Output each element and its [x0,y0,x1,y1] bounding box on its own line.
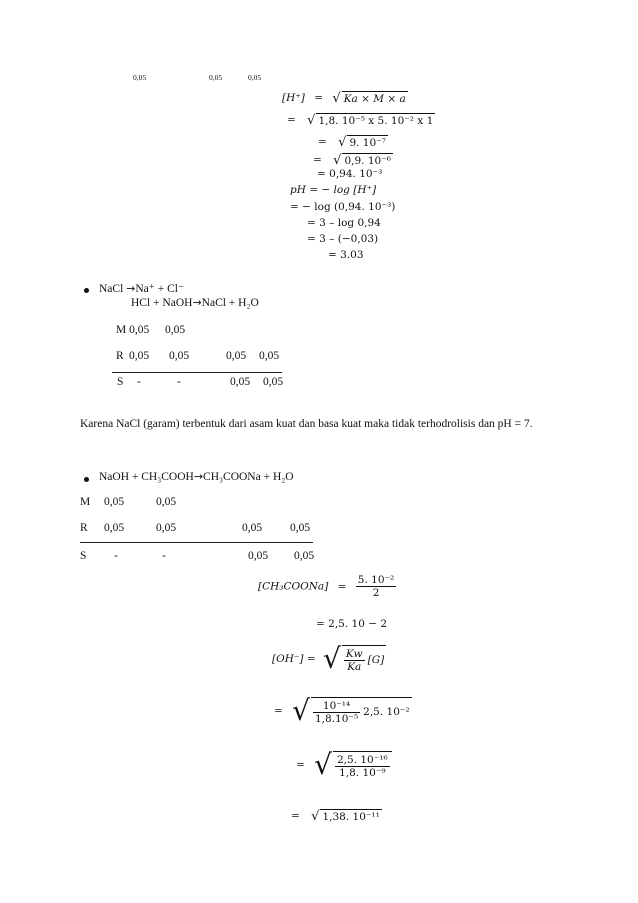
ph-line-4: = 3 – (−0,03) [307,233,379,245]
h-plus-line-5: = 0,94. 10⁻³ [317,168,383,180]
radicand [333,751,392,779]
radicand: 1,38. 10⁻¹¹ [322,811,380,823]
sqrt-expression [322,642,386,675]
equation-product: NaCl + H₂O [201,297,259,309]
ph-line-1: pH = − log [H⁺] [290,184,377,196]
fraction [344,648,365,673]
h-plus-line-3 [318,135,388,149]
table-cell: - [114,550,118,562]
bullet-point [84,477,89,482]
radicand [342,645,386,673]
right-arrow-icon: → [126,282,136,295]
top-number-1: 0,05 [133,73,147,82]
table-cell: R [80,522,88,534]
radical-sign: √ [307,113,316,128]
equals-sign: = [287,114,296,126]
equation-product: CH₃COONa + H₂O [203,471,294,483]
table-cell: 0,05 [226,350,247,362]
table-cell: 0,05 [294,550,315,562]
table-cell: 0,05 [248,550,269,562]
sqrt-expression [314,748,392,781]
radical-sign: √ [292,694,310,727]
ph-line-5: = 3.03 [328,249,364,261]
oh-final-line [291,809,382,823]
table-cell: 0,05 [290,522,311,534]
radicand [311,697,412,725]
fraction-numerator: 2,5. 10⁻¹⁶ [337,753,388,766]
ph-line-3: = 3 – log 0,94 [307,217,381,229]
table-cell: 0,05 [169,350,190,362]
h-plus-line-1 [282,91,408,105]
h-plus-line-2 [287,113,435,127]
radicand: 1,8. 10⁻⁵ x 5. 10⁻² x 1 [318,115,434,127]
radical-sign: √ [314,748,332,781]
naoh-reaction-equation [99,470,294,483]
salt-concentration-line [258,574,396,599]
equals-sign: = [291,810,300,822]
equation-product: Na⁺ + Cl⁻ [135,283,185,295]
radicand: 9. 10⁻⁷ [349,137,386,149]
table-cell: 0,05 [104,522,125,534]
table-cell: 0,05 [165,324,186,336]
radicand-tail: [G] [367,654,385,666]
table-cell: 0,05 [156,522,177,534]
equals-sign: = [314,92,324,104]
h-plus-symbol: [H⁺] [282,92,305,104]
radical-sign: √ [332,91,341,106]
fraction [313,700,360,725]
table-cell: M 0,05 [116,324,150,336]
h-plus-line-4 [313,153,393,167]
sqrt-expression [292,694,412,727]
equals-sign: = [337,580,347,593]
sqrt-expression [338,135,388,149]
salt-symbol: [CH₃COONa] [258,580,329,593]
conclusion-text: Karena NaCl (garam) terbentuk dari asam kuat dan basa kuat maka tidak terhodrolisis dan pH = 7. [80,418,533,430]
fraction-numerator: Kw [345,647,363,660]
table-cell: 0,05 [129,350,150,362]
sqrt-expression [307,113,435,127]
oh-formula-line [272,642,386,675]
bullet-point [84,288,89,293]
radical-sign: √ [338,135,347,150]
table-cell: - [137,376,141,388]
table-cell: M [80,496,91,508]
table-cell: 0,05 [104,496,125,508]
table-cell: R [116,350,124,362]
table-cell: 0,05 [230,376,251,388]
equals-sign: = [313,154,322,166]
radical-sign: √ [322,642,341,675]
table-cell: S [80,550,87,562]
right-arrow-icon: → [193,470,204,483]
sqrt-expression [333,153,393,167]
oh-substitution-line [274,694,412,727]
table-cell: 0,05 [156,496,177,508]
oh-symbol: [OH⁻] = [272,653,316,665]
radical-sign: √ [311,809,320,824]
nacl-neutralization-equation [131,296,259,309]
nacl-ionization-equation [99,281,184,295]
equation-reactant: NaCl [99,283,127,295]
equation-reactant: HCl + NaOH [131,297,193,309]
salt-concentration-result: = 2,5. 10 − 2 [316,618,388,630]
table-cell: 0,05 [259,350,280,362]
oh-simplified-line [296,748,392,781]
fraction-denominator: 1,8. 10⁻⁹ [335,766,390,779]
fraction-denominator: Ka [344,660,365,673]
radical-sign: √ [333,153,342,168]
radicand-tail: 2,5. 10⁻² [363,706,410,718]
table-cell: 0,05 [242,522,263,534]
fraction-denominator: 2 [356,586,396,599]
divider-line [112,372,282,373]
equals-sign: = [274,705,283,717]
right-arrow-icon: → [192,296,202,309]
sqrt-expression [311,809,382,823]
table-cell: S [117,376,124,388]
fraction-numerator: 10⁻¹⁴ [322,699,351,712]
top-number-2: 0,05 [209,73,223,82]
divider-line [80,542,313,543]
fraction [356,574,396,599]
radicand: 0,9. 10⁻⁶ [344,155,391,167]
radicand: Ka × M × a [343,93,406,105]
fraction-numerator: 5. 10⁻² [357,574,395,586]
equals-sign: = [318,136,327,148]
ph-line-2: = − log (0,94. 10⁻³) [290,201,396,213]
table-cell: - [162,550,166,562]
equals-sign: = [296,759,305,771]
table-cell: 0,05 [263,376,284,388]
fraction [335,754,390,779]
table-cell: - [177,376,181,388]
sqrt-expression [332,91,407,105]
top-number-3: 0,05 [248,73,262,82]
equation-reactant: NaOH + CH₃COOH [99,471,194,483]
fraction-denominator: 1,8.10⁻⁵ [315,712,359,725]
